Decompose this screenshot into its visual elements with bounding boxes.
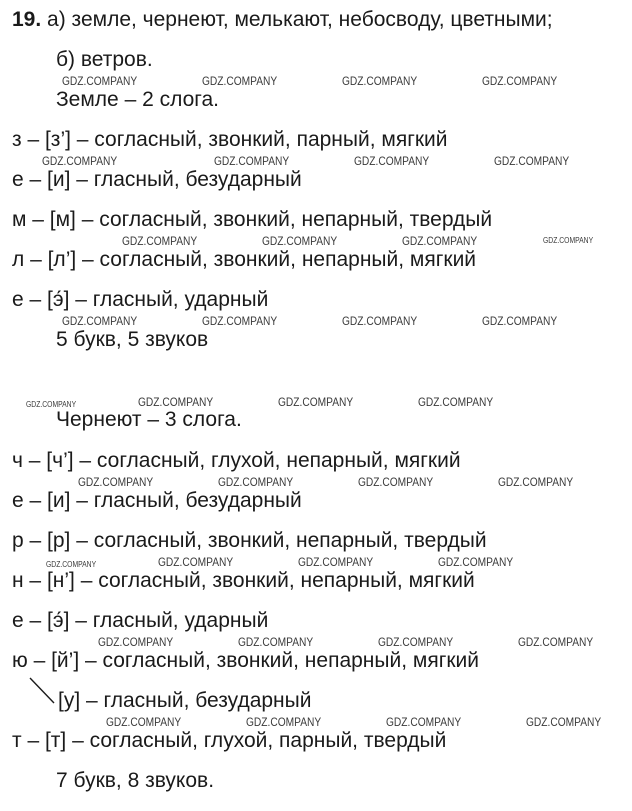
watermark: GDZ.COMPANY (246, 715, 322, 729)
watermark: GDZ.COMPANY (498, 475, 574, 489)
watermark: GDZ.COMPANY (62, 74, 138, 88)
watermark: GDZ.COMPANY (482, 314, 558, 328)
letter-row: е – [и] – гласный, безударный (12, 168, 302, 191)
watermark: GDZ.COMPANY (46, 560, 97, 569)
watermark: GDZ.COMPANY (543, 236, 594, 245)
task-header (12, 8, 553, 32)
letter-row: м – [м] – согласный, звонкий, непарный, твердый (12, 208, 493, 231)
word-summary: 5 букв, 5 звуков (56, 328, 209, 351)
task-number: 19. (12, 8, 42, 31)
watermark: GDZ.COMPANY (158, 555, 234, 569)
watermark: GDZ.COMPANY (342, 74, 418, 88)
watermark: GDZ.COMPANY (202, 74, 278, 88)
watermark: GDZ.COMPANY (418, 395, 494, 409)
letter-row: н – [н’] – согласный, звонкий, непарный, мягкий (12, 569, 475, 592)
letter-row: т – [т] – согласный, глухой, парный, твердый (12, 729, 447, 752)
word-heading: Земле – 2 слога. (56, 88, 219, 111)
watermark: GDZ.COMPANY (238, 635, 314, 649)
watermark: GDZ.COMPANY (278, 395, 354, 409)
watermark: GDZ.COMPANY (106, 715, 182, 729)
task-part-a: а) земле, чернеют, мелькают, небосводу, цветными; (47, 8, 553, 31)
letter-row: р – [р] – согласный, звонкий, непарный, твердый (12, 529, 487, 552)
watermark: GDZ.COMPANY (98, 635, 174, 649)
letter-row: ю – [й’] – согласный, звонкий, непарный, мягкий (12, 649, 480, 672)
watermark: GDZ.COMPANY (518, 635, 594, 649)
watermark: GDZ.COMPANY (218, 475, 294, 489)
watermark: GDZ.COMPANY (202, 314, 278, 328)
letter-row: е – [э́] – гласный, ударный (12, 288, 269, 311)
letter-row: е – [э́] – гласный, ударный (12, 609, 269, 632)
watermark: GDZ.COMPANY (138, 395, 214, 409)
watermark: GDZ.COMPANY (438, 555, 514, 569)
watermark: GDZ.COMPANY (62, 314, 138, 328)
letter-row: [у] – гласный, безударный (58, 689, 312, 712)
letter-row: л – [л’] – согласный, звонкий, непарный, мягкий (12, 248, 477, 271)
watermark: GDZ.COMPANY (262, 234, 338, 248)
word-summary: 7 букв, 8 звуков. (56, 769, 215, 792)
watermark: GDZ.COMPANY (78, 475, 154, 489)
letter-row: з – [з’] – согласный, звонкий, парный, мягкий (12, 128, 448, 151)
watermark: GDZ.COMPANY (378, 635, 454, 649)
letter-row: е – [и] – гласный, безударный (12, 489, 302, 512)
branch-line (28, 676, 58, 706)
letter-row: ч – [ч’] – согласный, глухой, непарный, мягкий (12, 449, 461, 472)
watermark: GDZ.COMPANY (354, 154, 430, 168)
watermark: GDZ.COMPANY (482, 74, 558, 88)
word-heading: Чернеют – 3 слога. (56, 408, 242, 431)
watermark: GDZ.COMPANY (214, 154, 290, 168)
watermark: GDZ.COMPANY (358, 475, 434, 489)
watermark: GDZ.COMPANY (42, 154, 118, 168)
watermark: GDZ.COMPANY (402, 234, 478, 248)
watermark: GDZ.COMPANY (494, 154, 570, 168)
watermark: GDZ.COMPANY (298, 555, 374, 569)
watermark: GDZ.COMPANY (122, 234, 198, 248)
watermark: GDZ.COMPANY (526, 715, 602, 729)
watermark: GDZ.COMPANY (26, 400, 77, 409)
task-part-b: б) ветров. (56, 48, 153, 71)
watermark: GDZ.COMPANY (386, 715, 462, 729)
watermark: GDZ.COMPANY (342, 314, 418, 328)
